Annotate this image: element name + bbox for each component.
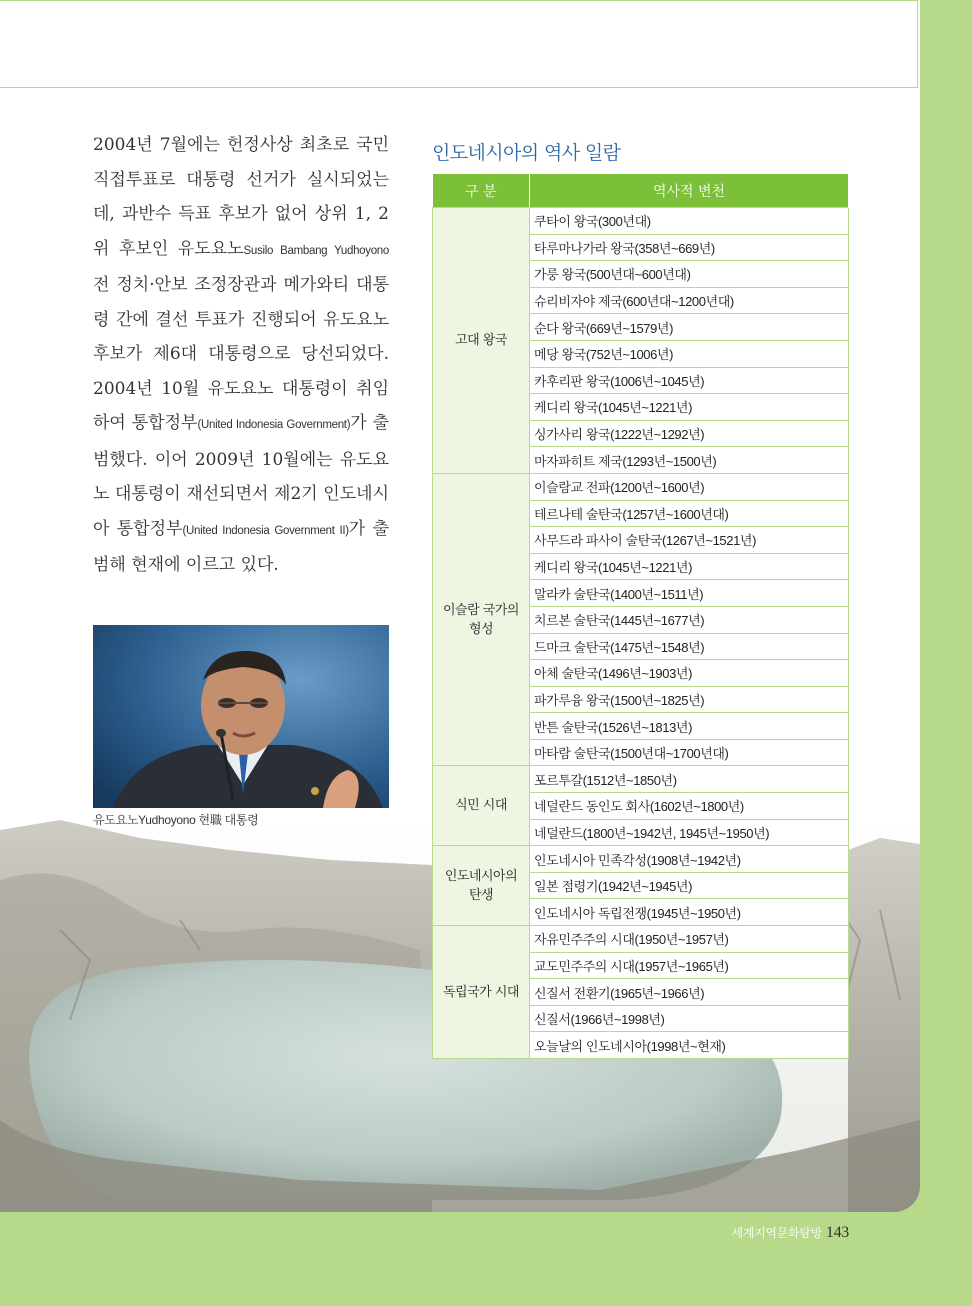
table-cell: 치르본 술탄국(1445년~1677년) (530, 606, 849, 633)
category-cell: 식민 시대 (433, 766, 530, 846)
table-cell: 메당 왕국(752년~1006년) (530, 340, 849, 367)
table-cell: 쿠타이 왕국(300년대) (530, 208, 849, 235)
table-cell: 일본 점령기(1942년~1945년) (530, 872, 849, 899)
body-text-part-1: 2004년 7월에는 헌정사상 최초로 국민 직접투표로 대통령 선거가 실시되었는데, 과반수 득표 후보가 없어 상위 1, 2위 후보인 유도요노 (93, 135, 389, 259)
top-border (0, 0, 918, 1)
table-cell: 오늘날의 인도네시아(1998년~현재) (530, 1032, 849, 1059)
table-cell: 신질서 전환기(1965년~1966년) (530, 979, 849, 1006)
category-cell: 이슬람 국가의 형성 (433, 473, 530, 766)
table-cell: 아체 술탄국(1496년~1903년) (530, 660, 849, 687)
table-cell: 네덜란드 동인도 회사(1602년~1800년) (530, 793, 849, 820)
page-number: 143 (825, 1224, 849, 1241)
table-cell: 이슬람교 전파(1200년~1600년) (530, 473, 849, 500)
table-row (433, 473, 849, 500)
table-cell: 마타람 술탄국(1500년대~1700년대) (530, 739, 849, 766)
table-cell: 사무드라 파사이 술탄국(1267년~1521년) (530, 527, 849, 554)
table-cell: 인도네시아 민족각성(1908년~1942년) (530, 846, 849, 873)
table-cell: 테르나테 술탄국(1257년~1600년대) (530, 500, 849, 527)
table-cell: 드마크 술탄국(1475년~1548년) (530, 633, 849, 660)
table-cell: 신질서(1966년~1998년) (530, 1005, 849, 1032)
page-footer (0, 1224, 849, 1242)
table-cell: 교도민주주의 시대(1957년~1965년) (530, 952, 849, 979)
category-cell: 인도네시아의 탄생 (433, 846, 530, 926)
table-cell: 포르투갈(1512년~1850년) (530, 766, 849, 793)
table-cell: 반튼 술탄국(1526년~1813년) (530, 713, 849, 740)
table-cell: 말라카 술탄국(1400년~1511년) (530, 580, 849, 607)
table-cell: 케디리 왕국(1045년~1221년) (530, 553, 849, 580)
photo-caption: 유도요노Yudhoyono 현職 대통령 (93, 813, 259, 827)
government-english-name: (United Indonesia Government) (197, 419, 351, 431)
table-cell: 슈리비자야 제국(600년대~1200년대) (530, 287, 849, 314)
table-cell: 카후리판 왕국(1006년~1045년) (530, 367, 849, 394)
body-text-part-4: 가 출범해 현재에 이르고 있다. (93, 518, 390, 575)
table-cell: 마자파히트 제국(1293년~1500년) (530, 447, 849, 474)
category-cell: 고대 왕국 (433, 208, 530, 474)
table-cell: 싱가사리 왕국(1222년~1292년) (530, 420, 849, 447)
table-cell: 케디리 왕국(1045년~1221년) (530, 394, 849, 421)
table-row (433, 926, 849, 953)
president-photo (93, 625, 389, 808)
header-divider (0, 87, 918, 88)
table-row (433, 766, 849, 793)
body-paragraph (93, 128, 389, 583)
table-cell: 타루마나가라 왕국(358년~669년) (530, 234, 849, 261)
government-ii-english-name: (United Indonesia Government II) (182, 524, 349, 537)
table-title: 인도네시아의 역사 일람 (432, 142, 621, 164)
history-table (432, 174, 849, 1059)
table-cell: 파가루융 왕국(1500년~1825년) (530, 686, 849, 713)
table-cell: 가룽 왕국(500년대~600년대) (530, 261, 849, 288)
body-text-part-3: 가 출범했다. 이어 2009년 10월에는 유도요노 대통령이 재선되면서 제2기 인도네시아 통합정부 (93, 413, 389, 539)
table-row (433, 846, 849, 873)
table-cell: 자유민주주의 시대(1950년~1957년) (530, 926, 849, 953)
table-header-row (433, 174, 849, 208)
top-right-divider (917, 0, 918, 88)
book-title: 세계지역문화탐방 (731, 1226, 822, 1240)
body-text-part-2: 전 정치·안보 조정장관과 메가와티 대통령 간에 결선 투표가 진행되어 유도요노 후보가 제6대 대통령으로 당선되었다. 2004년 10월 유도요노 대통령이 취임하여 통합정부 (93, 275, 389, 433)
category-cell: 독립국가 시대 (433, 926, 530, 1059)
table-cell: 순다 왕국(669년~1579년) (530, 314, 849, 341)
table-row (433, 208, 849, 235)
header-history: 역사적 변천 (530, 174, 849, 208)
romanized-name: Susilo Bambang Yudhoyono (243, 244, 389, 257)
table-cell: 인도네시아 독립전쟁(1945년~1950년) (530, 899, 849, 926)
header-category: 구 분 (433, 174, 530, 208)
table-cell: 네덜란드(1800년~1942년, 1945년~1950년) (530, 819, 849, 846)
